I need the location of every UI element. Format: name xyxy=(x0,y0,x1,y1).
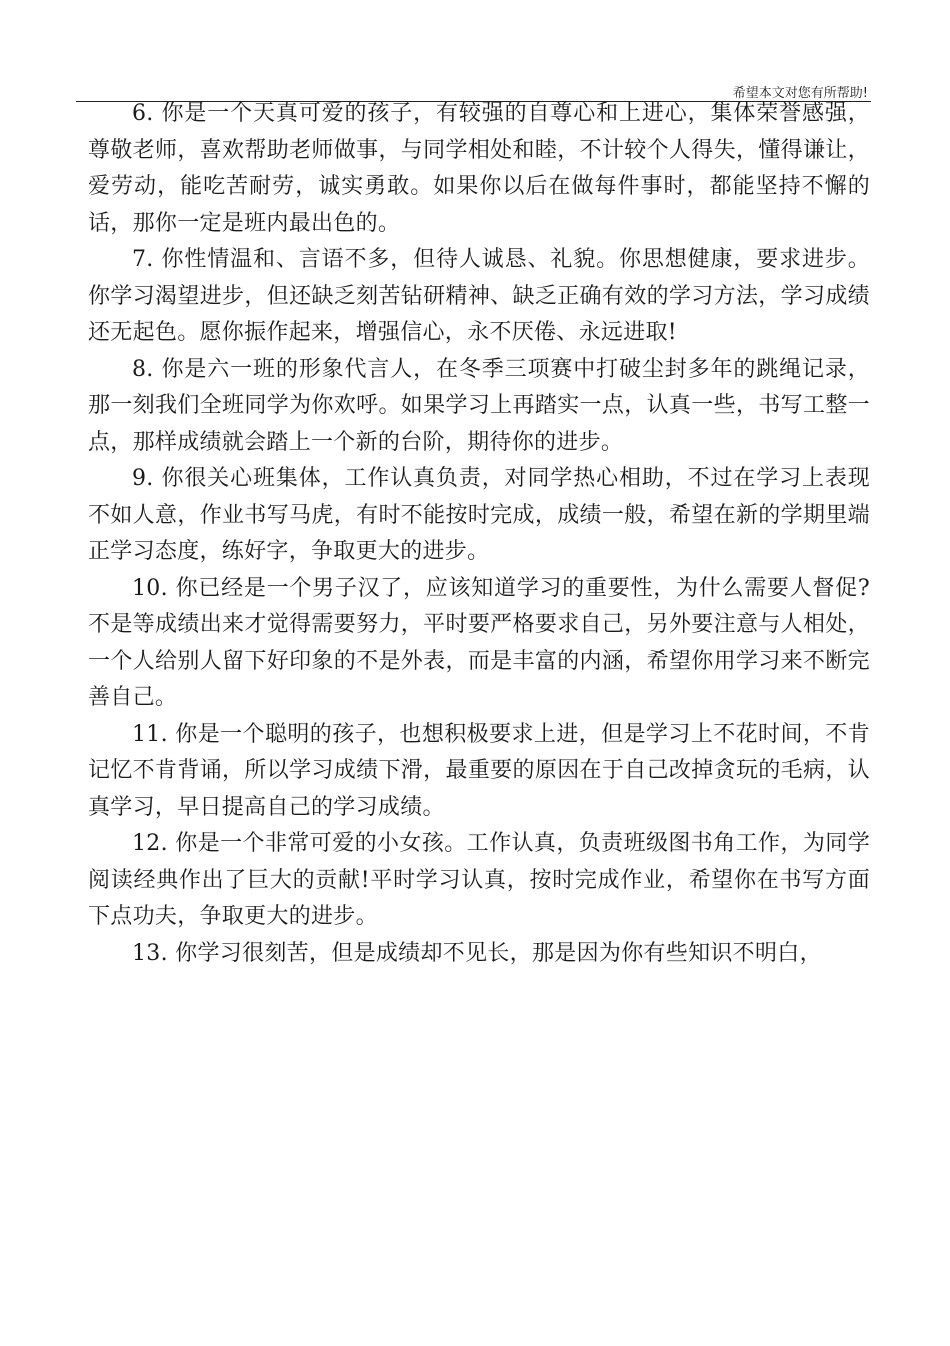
header-note: 希望本文对您有所帮助! xyxy=(732,86,868,101)
paragraph-8: 8. 你是六一班的形象代言人，在冬季三项赛中打破尘封多年的跳绳记录，那一刻我们全班同学为你欢呼。如果学习上再踏实一点，认真一些，书写工整一点，那样成绩就会踏上一个新的台阶，期待你的进步。 xyxy=(88,356,870,455)
paragraph-11: 11. 你是一个聪明的孩子，也想积极要求上进，但是学习上不花时间，不肯记忆不肯背诵，所以学习成绩下滑，最重要的原因在于自己改掉贪玩的毛病，认真学习，早日提高自己的学习成绩。 xyxy=(88,721,870,820)
paragraph-6: 6. 你是一个天真可爱的孩子，有较强的自尊心和上进心，集体荣誉感强，尊敬老师，喜欢帮助老师做事，与同学相处和睦，不计较个人得失，懂得谦让，爱劳动，能吃苦耐劳，诚实勇敢。如果你以后在做每件事时，都能坚持不懈的话，那你一定是班内最出色的。 xyxy=(88,101,870,236)
paragraph-7: 7. 你性情温和、言语不多，但待人诚恳、礼貌。你思想健康，要求进步。你学习渴望进步，但还缺乏刻苦钻研精神、缺乏正确有效的学习方法，学习成绩还无起色。愿你振作起来，增强信心，永不厌倦、永远进取! xyxy=(88,247,870,345)
paragraph-12: 12. 你是一个非常可爱的小女孩。工作认真，负责班级图书角工作，为同学阅读经典作出了巨大的贡献!平时学习认真，按时完成作业，希望你在书写方面下点功夫，争取更大的进步。 xyxy=(88,831,870,929)
document-body xyxy=(88,96,870,972)
paragraph-13: 13. 你学习很刻苦，但是成绩却不见长，那是因为你有些知识不明白， xyxy=(132,940,822,966)
paragraph-9: 9. 你很关心班集体，工作认真负责，对同学热心相助，不过在学习上表现不如人意，作业书写马虎，有时不能按时完成，成绩一般，希望在新的学期里端正学习态度，练好字，争取更大的进步。 xyxy=(88,466,870,564)
paragraph-10: 10. 你已经是一个男子汉了，应该知道学习的重要性，为什么需要人督促?不是等成绩出来才觉得需要努力，平时要严格要求自己，另外要注意与人相处，一个人给别人留下好印象的不是外表，而是丰富的内涵，希望你用学习来不断完善自己。 xyxy=(88,575,870,710)
